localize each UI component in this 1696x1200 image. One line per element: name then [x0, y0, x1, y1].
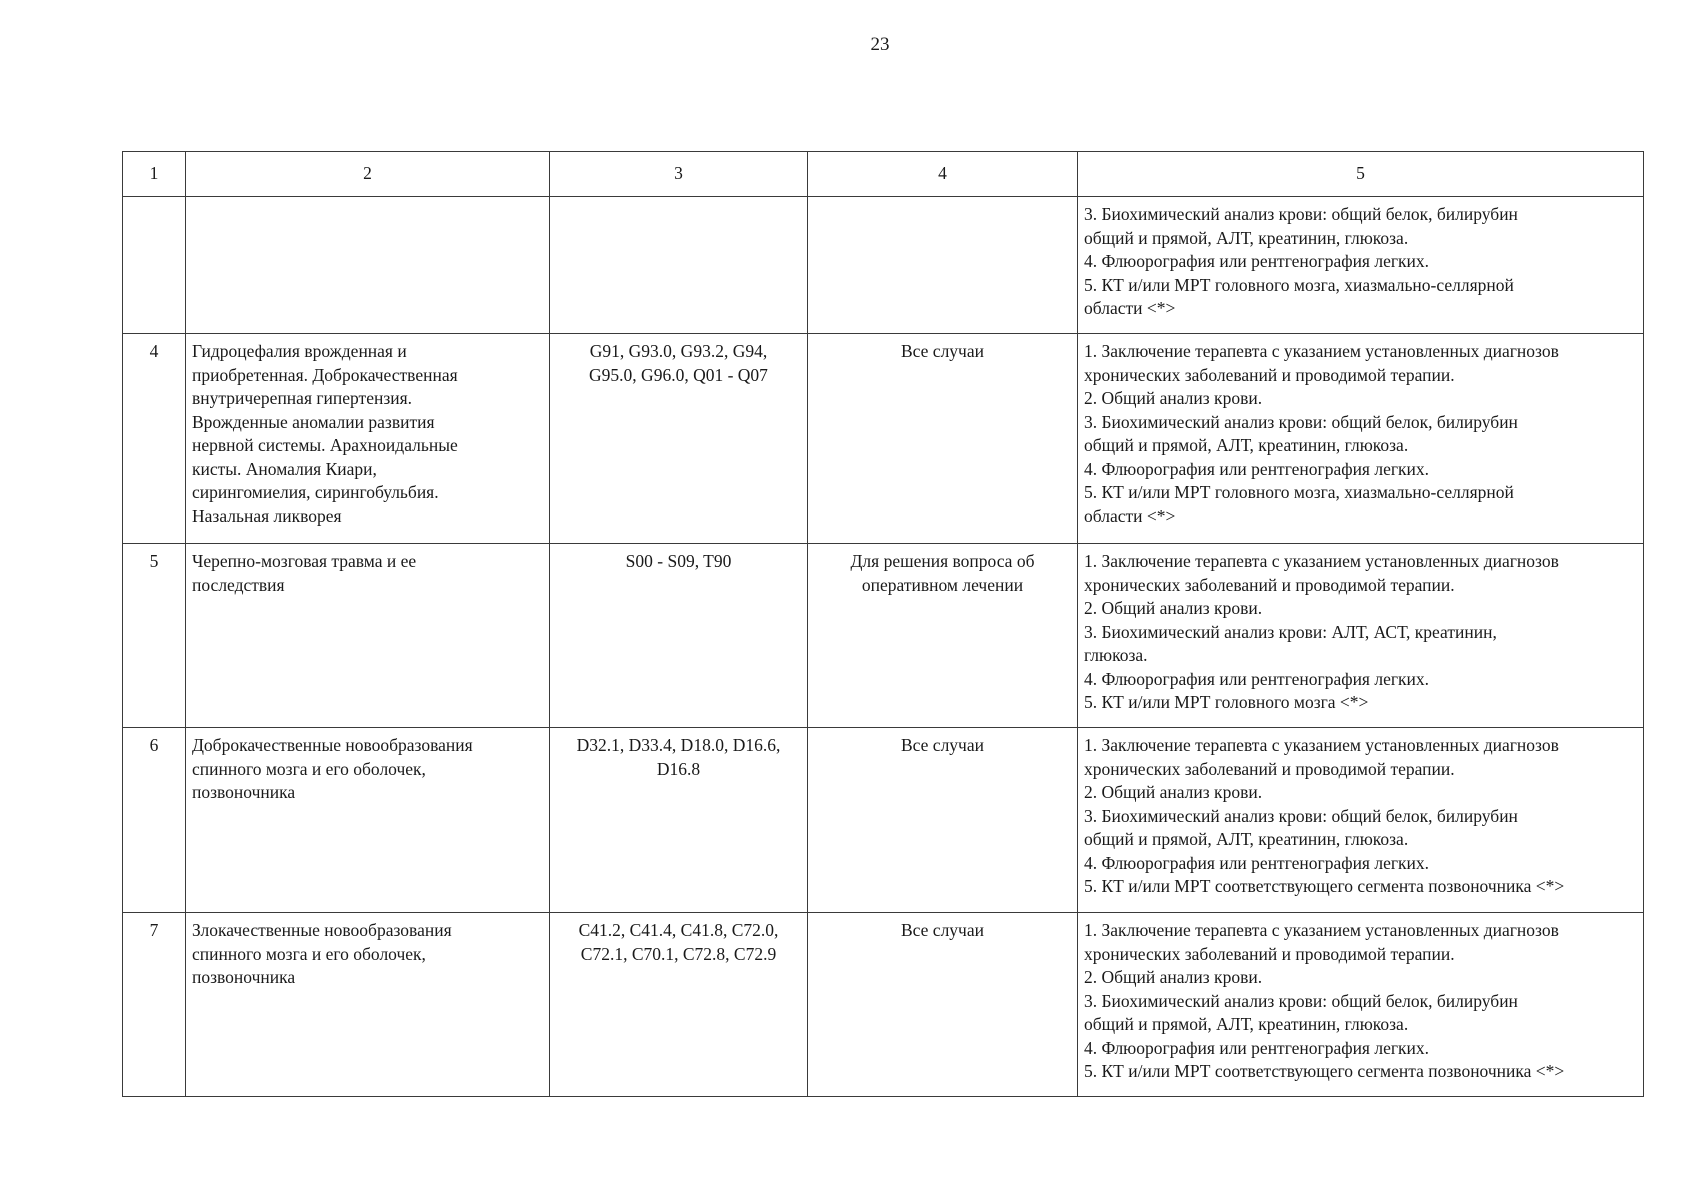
table-row — [123, 544, 1644, 728]
requirements-cell: 1. Заключение терапевта с указанием установленных диагнозов хронических заболеваний и проводимой терапии. 2. Общий анализ крови. 3. Биохимический анализ крови: общий белок, билирубин общий и прямой, АЛТ, креатинин, глюкоза. 4. Флюорография или рентгенография легких. 5. КТ и/или МРТ соответствующего сегмента позвоночника <*> — [1078, 728, 1644, 913]
icd-codes-cell: S00 - S09, T90 — [550, 544, 808, 728]
condition-name-cell — [186, 197, 550, 334]
column-header-number: 1 — [123, 152, 186, 197]
icd-codes-cell: D32.1, D33.4, D18.0, D16.6, D16.8 — [550, 728, 808, 913]
icd-codes-cell — [550, 197, 808, 334]
cases-cell: Все случаи — [808, 913, 1078, 1097]
row-number-cell — [123, 197, 186, 334]
row-number-cell: 5 — [123, 544, 186, 728]
row-number-cell: 6 — [123, 728, 186, 913]
table-row — [123, 334, 1644, 544]
cases-cell: Все случаи — [808, 334, 1078, 544]
icd-codes-cell: C41.2, C41.4, C41.8, C72.0, C72.1, C70.1, C72.8, C72.9 — [550, 913, 808, 1097]
cases-cell: Для решения вопроса об оперативном лечении — [808, 544, 1078, 728]
table-row — [123, 728, 1644, 913]
condition-name-cell: Гидроцефалия врожденная и приобретенная. Доброкачественная внутричерепная гипертензия. Врожденные аномалии развития нервной системы. Арахноидальные кисты. Аномалия Киари, сирингомиелия, сирингобульбия. Назальная ликворея — [186, 334, 550, 544]
requirements-cell: 1. Заключение терапевта с указанием установленных диагнозов хронических заболеваний и проводимой терапии. 2. Общий анализ крови. 3. Биохимический анализ крови: АЛТ, АСТ, креатинин, глюкоза. 4. Флюорография или рентгенография легких. 5. КТ и/или МРТ головного мозга <*> — [1078, 544, 1644, 728]
page-number: 23 — [870, 34, 890, 55]
column-header-codes: 3 — [550, 152, 808, 197]
table-header-row — [123, 152, 1644, 197]
requirements-cell: 1. Заключение терапевта с указанием установленных диагнозов хронических заболеваний и проводимой терапии. 2. Общий анализ крови. 3. Биохимический анализ крови: общий белок, билирубин общий и прямой, АЛТ, креатинин, глюкоза. 4. Флюорография или рентгенография легких. 5. КТ и/или МРТ соответствующего сегмента позвоночника <*> — [1078, 913, 1644, 1097]
cases-cell: Все случаи — [808, 728, 1078, 913]
table-row — [123, 197, 1644, 334]
cases-cell — [808, 197, 1078, 334]
column-header-name: 2 — [186, 152, 550, 197]
requirements-cell: 1. Заключение терапевта с указанием установленных диагнозов хронических заболеваний и проводимой терапии. 2. Общий анализ крови. 3. Биохимический анализ крови: общий белок, билирубин общий и прямой, АЛТ, креатинин, глюкоза. 4. Флюорография или рентгенография легких. 5. КТ и/или МРТ головного мозга, хиазмально-селлярной области <*> — [1078, 334, 1644, 544]
table-row — [123, 913, 1644, 1097]
column-header-requirements: 5 — [1078, 152, 1644, 197]
column-header-cases: 4 — [808, 152, 1078, 197]
icd-codes-cell: G91, G93.0, G93.2, G94, G95.0, G96.0, Q01 - Q07 — [550, 334, 808, 544]
row-number-cell: 4 — [123, 334, 186, 544]
condition-name-cell: Доброкачественные новообразования спинного мозга и его оболочек, позвоночника — [186, 728, 550, 913]
requirements-cell: 3. Биохимический анализ крови: общий белок, билирубин общий и прямой, АЛТ, креатинин, глюкоза. 4. Флюорография или рентгенография легких. 5. КТ и/или МРТ головного мозга, хиазмально-селлярной области <*> — [1078, 197, 1644, 334]
condition-name-cell: Черепно-мозговая травма и ее последствия — [186, 544, 550, 728]
condition-name-cell: Злокачественные новообразования спинного мозга и его оболочек, позвоночника — [186, 913, 550, 1097]
row-number-cell: 7 — [123, 913, 186, 1097]
requirements-table — [122, 151, 1644, 1097]
